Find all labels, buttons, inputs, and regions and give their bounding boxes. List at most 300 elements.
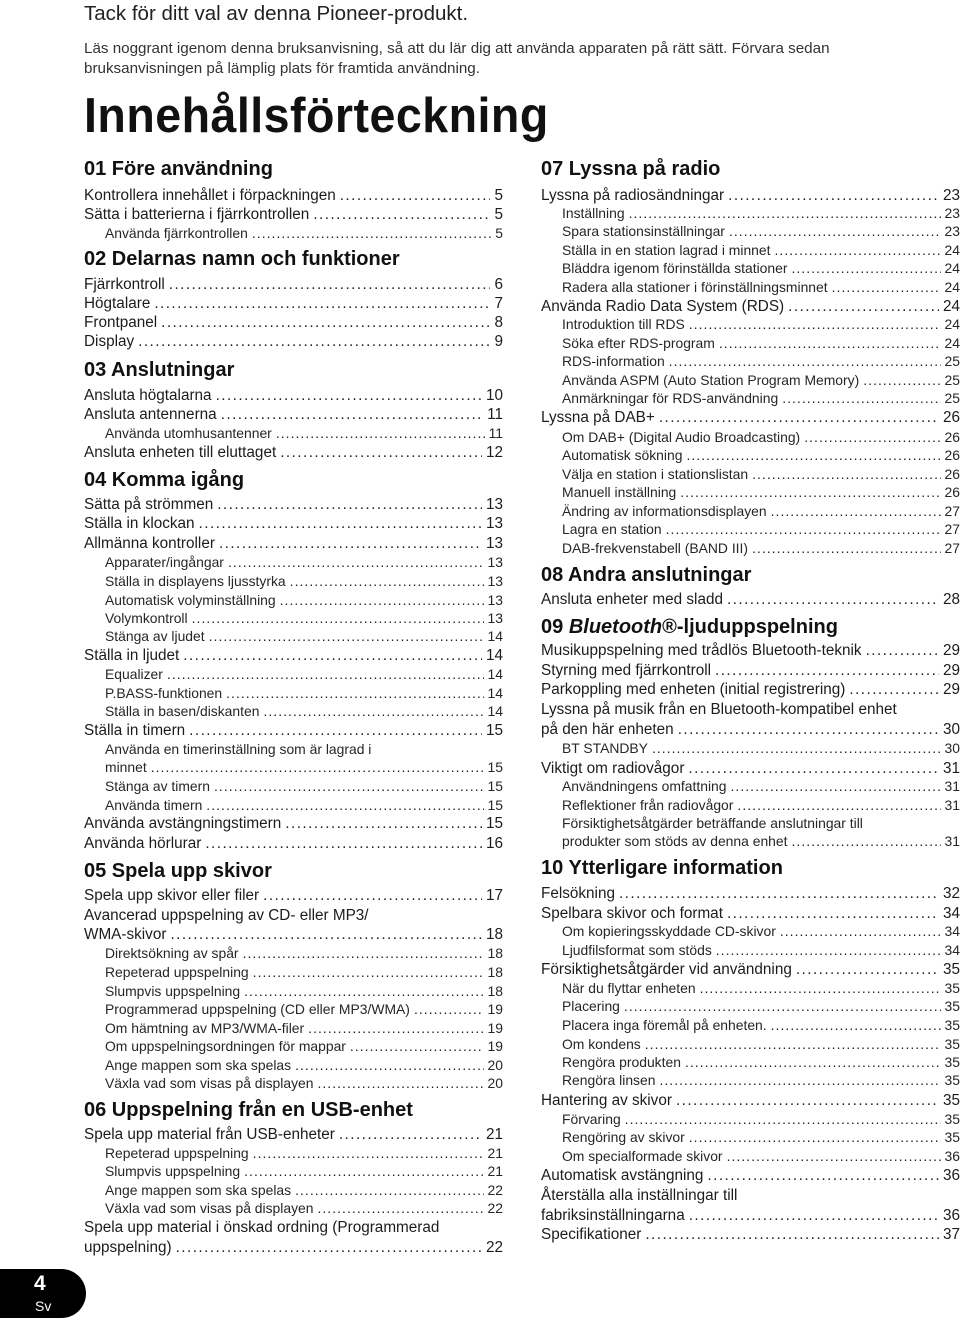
toc-entry-label: Spara stationsinställningar [562,223,725,239]
toc-entry-aterstalla-alla-installningar-till[interactable]: Återställa alla inställningar till [541,1187,738,1204]
dot-leader [340,186,491,205]
dot-leader [221,405,483,424]
toc-entry-stanga-av-ljudet[interactable] [105,627,503,646]
dot-leader [244,1162,483,1181]
dot-leader [244,982,483,1001]
toc-entry-placering[interactable] [562,997,960,1016]
toc-entry-reflektioner-fran-radiovagor[interactable] [562,796,960,815]
toc-entry-uppspelning[interactable] [84,1238,503,1257]
dot-leader [167,665,484,684]
toc-entry-stalla-in-timern[interactable] [84,721,503,740]
toc-page-number: 35 [944,1072,960,1088]
toc-entry-label: Programmerad uppspelning (CD eller MP3/WMA) [105,1001,410,1017]
toc-entry-label: Rengöring av skivor [562,1129,685,1145]
toc-page-number: 31 [944,797,960,813]
toc-page-number: 35 [942,1092,960,1109]
toc-entry-om-uppspelningsordningen-for-mappar[interactable] [105,1037,503,1056]
toc-entry-label: Lyssna på DAB+ [541,409,655,426]
dot-leader [659,1071,940,1090]
dot-leader [728,186,939,205]
toc-entry-musikuppspelning-med-tradlos-bluetooth-teknik[interactable] [541,641,960,660]
toc-entry-parkoppling-med-enheten-initial-registrering[interactable] [541,680,960,699]
toc-entry-anvanda-horlurar[interactable] [84,834,503,853]
dot-leader [183,646,482,665]
dot-leader [629,204,941,223]
dot-leader [350,1037,484,1056]
toc-entry-ljudfilsformat-som-stods[interactable] [562,941,960,960]
toc-entry-label: Musikuppspelning med trådlös Bluetooth-teknik [541,642,862,659]
dot-leader [676,1091,939,1110]
toc-page-number: 14 [485,647,503,664]
toc-entry-ansluta-enheter-med-sladd[interactable] [541,590,960,609]
dot-leader [414,1000,484,1019]
toc-page-number: 35 [944,998,960,1014]
toc-entry-valja-en-station-i-stationslistan[interactable] [562,465,960,484]
toc-entry-label: Sätta i batterierna i fjärrkontrollen [84,206,310,223]
toc-entry-anvanda-fjarrkontrollen[interactable] [105,224,503,243]
dot-leader [782,389,940,408]
toc-entry-kontrollera-innehallet-i-forpackningen[interactable] [84,186,503,205]
toc-entry-anvanda-radio-data-system-rds[interactable] [541,297,960,316]
dot-leader [689,1206,939,1225]
header-thanks: Tack för ditt val av denna Pioneer-produkt. [84,2,469,25]
toc-entry-ange-mappen-som-ska-spelas[interactable] [105,1181,503,1200]
toc-page-number: 31 [944,778,960,794]
toc-entry-label: Använda utomhusantenner [105,425,272,441]
toc-entry-hogtalare[interactable] [84,294,503,313]
toc-entry-spela-upp-skivor-eller-filer[interactable] [84,886,503,905]
toc-entry-label: Spela upp skivor eller filer [84,887,260,904]
dot-leader [206,796,483,815]
dot-leader [313,205,490,224]
dot-leader [205,834,482,853]
page-title: Innehållsförteckning [84,89,549,143]
toc-entry-stalla-in-en-station-lagrad-i-minnet[interactable] [562,241,960,260]
dot-leader [791,259,940,278]
toc-page-number: 18 [487,983,503,999]
section-heading-03: 03 Anslutningar [84,359,235,381]
toc-page-number: 13 [485,535,503,552]
toc-entry-allmanna-kontroller[interactable] [84,534,503,553]
toc-entry-label: Slumpvis uppspelning [105,983,241,999]
toc-entry-label: Välja en station i stationslistan [562,466,749,482]
toc-entry-label: Automatisk volyminställning [105,592,276,608]
dot-leader [686,446,940,465]
toc-entry-bt-standby[interactable] [562,739,960,758]
toc-entry-label: Frontpanel [84,314,158,331]
toc-entry-felsokning[interactable] [541,884,960,903]
toc-entry-minnet[interactable] [105,758,503,777]
toc-entry-stanga-av-timern[interactable] [105,777,503,796]
dot-leader [176,1238,482,1257]
toc-entry-stalla-in-basen-diskanten[interactable] [105,702,503,721]
dot-leader [796,960,939,979]
toc-entry-label: Använda avstängningstimern [84,815,282,832]
dot-leader [737,796,940,815]
toc-page-number: 35 [944,1054,960,1070]
toc-entry-placera-inga-foremal-pa-enheten[interactable] [562,1016,960,1035]
toc-entry-label: Ändring av informationsdisplayen [562,503,767,519]
section-heading-07: 07 Lyssna på radio [541,158,721,180]
dot-leader [228,553,484,572]
toc-entry-lagra-en-station[interactable] [562,520,960,539]
toc-entry-label: Manuell inställning [562,484,677,500]
toc-entry-specifikationer[interactable] [541,1225,960,1244]
toc-entry-dab-frekvenstabell-band-iii[interactable] [562,539,960,558]
toc-entry-label: Anmärkningar för RDS-användning [562,390,779,406]
toc-entry-display[interactable] [84,332,503,351]
toc-entry-label: Om specialformade skivor [562,1148,723,1164]
toc-entry-fabriksinstallningarna[interactable] [541,1206,960,1225]
toc-entry-introduktion-till-rds[interactable] [562,315,960,334]
toc-entry-om-specialformade-skivor[interactable] [562,1147,960,1166]
toc-entry-label: Försiktighetsåtgärder vid användning [541,961,792,978]
toc-entry-automatisk-sokning[interactable] [562,446,960,465]
toc-entry-spara-stationsinstallningar[interactable] [562,222,960,241]
dot-leader [688,759,939,778]
toc-page-number: 5 [495,225,503,241]
toc-entry-hantering-av-skivor[interactable] [541,1091,960,1110]
toc-entry-spelbara-skivor-och-format[interactable] [541,904,960,923]
toc-entry-fjarrkontroll[interactable] [84,275,503,294]
toc-entry-label: produkter som stöds av denna enhet [562,833,788,849]
toc-page-number: 5 [494,187,503,204]
page-number: 4 [34,1272,46,1295]
toc-entry-label: Rengöra produkten [562,1054,681,1070]
toc-page-number: 19 [487,1001,503,1017]
toc-page-number: 26 [944,466,960,482]
dot-leader [791,832,940,851]
toc-page-number: 14 [487,685,503,701]
section-heading-06: 06 Uppspelning från en USB-enhet [84,1099,413,1121]
toc-entry-rds-information[interactable] [562,352,960,371]
toc-entry-ansluta-enheten-till-eluttaget[interactable] [84,443,503,462]
dot-leader [214,777,484,796]
toc-page-number: 13 [485,496,503,513]
toc-page-number: 5 [494,206,503,223]
toc-page-number: 27 [944,540,960,556]
toc-page-number: 22 [487,1200,503,1216]
toc-entry-stalla-in-klockan[interactable] [84,514,503,533]
dot-leader [161,313,490,332]
toc-page-number: 35 [944,980,960,996]
toc-page-number: 30 [942,721,960,738]
dot-leader [290,572,484,591]
dot-leader [189,721,482,740]
section-heading-01: 01 Före användning [84,158,273,180]
toc-entry-bladdra-igenom-forinstallda-stationer[interactable] [562,259,960,278]
dot-leader [678,720,939,739]
toc-entry-apparater-ingangar[interactable] [105,553,503,572]
toc-entry-automatisk-avstangning[interactable] [541,1166,960,1185]
toc-entry-om-dab-digital-audio-broadcasting[interactable] [562,428,960,447]
toc-entry-label: Ställa in ljudet [84,647,180,664]
dot-leader [752,539,941,558]
toc-entry-anvanda-aspm-auto-station-program-memory[interactable] [562,371,960,390]
toc-entry-vaxla-vad-som-visas-pa-displayen[interactable] [105,1199,503,1218]
toc-entry-pa-den-har-enheten[interactable] [541,720,960,739]
toc-entry-label: BT STANDBY [562,740,648,756]
toc-entry-spela-upp-material-i-onskad-ordning-programmerad[interactable]: Spela upp material i önskad ordning (Programmerad [84,1219,440,1236]
dot-leader [219,534,482,553]
dot-leader [217,495,482,514]
dot-leader [774,241,940,260]
toc-entry-label: Ansluta enheter med sladd [541,591,723,608]
dot-leader [752,465,940,484]
toc-entry-andring-av-informationsdisplayen[interactable] [562,502,960,521]
toc-page-number: 26 [944,447,960,463]
toc-page-number: 24 [944,242,960,258]
toc-entry-label: Parkoppling med enheten (initial registrering) [541,681,846,698]
toc-page-number: 15 [485,722,503,739]
toc-entry-label: Introduktion till RDS [562,316,685,332]
dot-leader [280,591,484,610]
dot-leader [863,371,940,390]
toc-page-number: 37 [942,1226,960,1243]
toc-entry-label: Ansluta enheten till eluttaget [84,444,277,461]
dot-leader [716,941,941,960]
dot-leader [849,680,939,699]
toc-entry-direktsokning-av-spar[interactable] [105,944,503,963]
toc-entry-label: Ljudfilsformat som stöds [562,942,712,958]
toc-entry-nar-du-flyttar-enheten[interactable] [562,979,960,998]
toc-entry-label: Lyssna på radiosändningar [541,187,725,204]
toc-entry-label: Använda timern [105,797,203,813]
toc-entry-slumpvis-uppspelning[interactable] [105,1162,503,1181]
toc-entry-om-kopieringsskyddade-cd-skivor[interactable] [562,922,960,941]
toc-entry-equalizer[interactable] [105,665,503,684]
toc-entry-automatisk-volyminstallning[interactable] [105,591,503,610]
toc-entry-lyssna-pa-musik-fran-en-bluetooth-kompatibel-enhet[interactable]: Lyssna på musik från en Bluetooth-kompatibel enhet [541,701,897,718]
language-code: Sv [35,1298,52,1314]
toc-page-number: 15 [485,815,503,832]
toc-entry-satta-i-batterierna-i-fjarrkontrollen[interactable] [84,205,503,224]
toc-page-number: 36 [944,1148,960,1164]
toc-entry-label: Volymkontroll [105,610,188,626]
toc-entry-label: Om hämtning av MP3/WMA-filer [105,1020,305,1036]
toc-page-number: 35 [944,1036,960,1052]
toc-page-number: 25 [944,353,960,369]
toc-entry-label: Automatisk avstängning [541,1167,704,1184]
dot-leader [771,1016,941,1035]
toc-page-number: 14 [487,628,503,644]
dot-leader [295,1181,483,1200]
toc-entry-rengora-produkten[interactable] [562,1053,960,1072]
toc-entry-stalla-in-displayens-ljusstyrka[interactable] [105,572,503,591]
toc-entry-label: Spela upp material från USB-enheter [84,1126,335,1143]
toc-entry-installning[interactable] [562,204,960,223]
toc-entry-rengora-linsen[interactable] [562,1071,960,1090]
toc-page-number: 29 [942,681,960,698]
toc-entry-lyssna-pa-dab[interactable] [541,408,960,427]
toc-entry-satta-pa-strommen[interactable] [84,495,503,514]
dot-leader [771,502,941,521]
toc-entry-label: Ange mappen som ska spelas [105,1057,292,1073]
toc-entry-anvanda-utomhusantenner[interactable] [105,424,503,443]
toc-page-number: 16 [485,835,503,852]
toc-page-number: 13 [485,515,503,532]
toc-entry-label: WMA-skivor [84,926,167,943]
dot-leader [295,1056,483,1075]
dot-leader [276,424,485,443]
toc-entry-rengoring-av-skivor[interactable] [562,1128,960,1147]
toc-entry-label: RDS-information [562,353,665,369]
dot-leader [645,1035,941,1054]
toc-page-number: 6 [494,276,503,293]
toc-entry-label: Hantering av skivor [541,1092,672,1109]
dot-leader [317,1074,483,1093]
toc-page-number: 18 [487,945,503,961]
toc-page-number: 31 [944,833,960,849]
toc-entry-label: Equalizer [105,666,163,682]
toc-page-number: 24 [944,279,960,295]
toc-entry-label: Inställning [562,205,625,221]
toc-page-number: 21 [487,1145,503,1161]
toc-entry-stalla-in-ljudet[interactable] [84,646,503,665]
dot-leader [689,315,941,334]
toc-page-number: 11 [488,425,503,441]
dot-leader [700,979,941,998]
toc-entry-repeterad-uppspelning[interactable] [105,963,503,982]
toc-entry-label: Ansluta högtalarna [84,387,212,404]
dot-leader [619,884,939,903]
toc-page-number: 22 [485,1239,503,1256]
dot-leader [151,758,484,777]
toc-entry-om-kondens[interactable] [562,1035,960,1054]
toc-entry-styrning-med-fjarrkontroll[interactable] [541,661,960,680]
toc-entry-forvaring[interactable] [562,1110,960,1129]
dot-leader [285,814,482,833]
toc-page-number: 29 [942,662,960,679]
toc-page-number: 35 [944,1129,960,1145]
toc-entry-label: Automatisk sökning [562,447,683,463]
toc-page-number: 13 [487,610,503,626]
toc-entry-volymkontroll[interactable] [105,609,503,628]
toc-entry-forsiktighetsatgarder-betraffande-anslutningar-till[interactable]: Försiktighetsåtgärder beträffande anslutningar till [562,815,863,831]
toc-page-number: 23 [944,223,960,239]
dot-leader [788,297,939,316]
dot-leader [707,1166,939,1185]
dot-leader [731,777,941,796]
toc-entry-p-bass-funktionen[interactable] [105,684,503,703]
toc-entry-ansluta-antennerna[interactable] [84,405,503,424]
toc-entry-lyssna-pa-radiosandningar[interactable] [541,186,960,205]
toc-page-number: 31 [942,760,960,777]
toc-page-number: 21 [487,1163,503,1179]
toc-entry-label: Felsökning [541,885,615,902]
toc-entry-label: Stänga av timern [105,778,211,794]
toc-page-number: 15 [487,778,503,794]
section-heading-04: 04 Komma igång [84,469,245,491]
toc-entry-label: Lagra en station [562,521,662,537]
toc-entry-produkter-som-stods-av-denna-enhet[interactable] [562,832,960,851]
toc-page-number: 23 [942,187,960,204]
toc-entry-label: Ansluta antennerna [84,406,217,423]
toc-entry-label: fabriksinställningarna [541,1207,685,1224]
toc-page-number: 36 [942,1167,960,1184]
dot-leader [866,641,939,660]
toc-entry-om-hamtning-av-mp3-wma-filer[interactable] [105,1019,503,1038]
toc-entry-vaxla-vad-som-visas-pa-displayen[interactable] [105,1074,503,1093]
toc-entry-soka-efter-rds-program[interactable] [562,334,960,353]
toc-entry-label: Specifikationer [541,1226,642,1243]
dot-leader [317,1199,483,1218]
toc-entry-label: P.BASS-funktionen [105,685,223,701]
toc-page-number: 26 [942,409,960,426]
toc-entry-label: Spelbara skivor och format [541,905,723,922]
toc-page-number: 29 [942,642,960,659]
toc-entry-spela-upp-material-fran-usb-enheter[interactable] [84,1125,503,1144]
toc-page-number: 35 [942,961,960,978]
toc-page-number: 13 [487,573,503,589]
toc-entry-frontpanel[interactable] [84,313,503,332]
dot-leader [263,886,482,905]
toc-entry-label: Om kopieringsskyddade CD-skivor [562,923,776,939]
toc-page-number: 15 [487,797,503,813]
toc-entry-anvanda-en-timerinstallning-som-ar-lagrad-i[interactable]: Använda en timerinställning som är lagrad i [105,741,372,757]
toc-entry-label: på den här enheten [541,721,674,738]
toc-page-number: 36 [942,1207,960,1224]
toc-page-number: 24 [944,316,960,332]
toc-entry-label: Repeterad uppspelning [105,964,249,980]
dot-leader [226,684,483,703]
dot-leader [209,627,484,646]
toc-entry-label: Använda hörlurar [84,835,202,852]
toc-entry-repeterad-uppspelning[interactable] [105,1144,503,1163]
toc-page-number: 24 [942,298,960,315]
dot-leader [727,904,939,923]
toc-page-number: 25 [944,390,960,406]
toc-page-number: 14 [487,703,503,719]
toc-entry-wma-skivor[interactable] [84,925,503,944]
toc-entry-radera-alla-stationer-i-forinstallningsminnet[interactable] [562,278,960,297]
toc-entry-label: Använda Radio Data System (RDS) [541,298,785,315]
dot-leader [804,428,940,447]
toc-page-number: 21 [485,1126,503,1143]
toc-page-number: 13 [487,554,503,570]
toc-entry-ange-mappen-som-ska-spelas[interactable] [105,1056,503,1075]
toc-entry-programmerad-uppspelning-cd-eller-mp3-wma[interactable] [105,1000,503,1019]
toc-entry-label: Bläddra igenom förinställda stationer [562,260,788,276]
toc-entry-label: uppspelning) [84,1239,172,1256]
toc-entry-viktigt-om-radiovagor[interactable] [541,759,960,778]
toc-entry-anvanda-avstangningstimern[interactable] [84,814,503,833]
toc-entry-label: Placering [562,998,620,1014]
toc-page-number: 35 [944,1017,960,1033]
toc-entry-label: Om uppspelningsordningen för mappar [105,1038,346,1054]
dot-leader [625,1110,941,1129]
toc-page-number: 22 [487,1182,503,1198]
toc-entry-label: Sätta på strömmen [84,496,214,513]
dot-leader [624,997,941,1016]
toc-entry-anvandningens-omfattning[interactable] [562,777,960,796]
toc-entry-anmarkningar-for-rds-anvandning[interactable] [562,389,960,408]
dot-leader [680,483,940,502]
toc-page-number: 34 [944,942,960,958]
toc-entry-ansluta-hogtalarna[interactable] [84,386,503,405]
dot-leader [689,1128,941,1147]
toc-entry-forsiktighetsatgarder-vid-anvandning[interactable] [541,960,960,979]
toc-entry-anvanda-timern[interactable] [105,796,503,815]
dot-leader [253,1144,484,1163]
toc-entry-manuell-installning[interactable] [562,483,960,502]
toc-entry-slumpvis-uppspelning[interactable] [105,982,503,1001]
dot-leader [780,922,941,941]
toc-entry-avancerad-uppspelning-av-cd-eller-mp3[interactable]: Avancerad uppspelning av CD- eller MP3/ [84,907,369,924]
dot-leader [685,1053,941,1072]
dot-leader [339,1125,482,1144]
toc-entry-label: Fjärrkontroll [84,276,165,293]
